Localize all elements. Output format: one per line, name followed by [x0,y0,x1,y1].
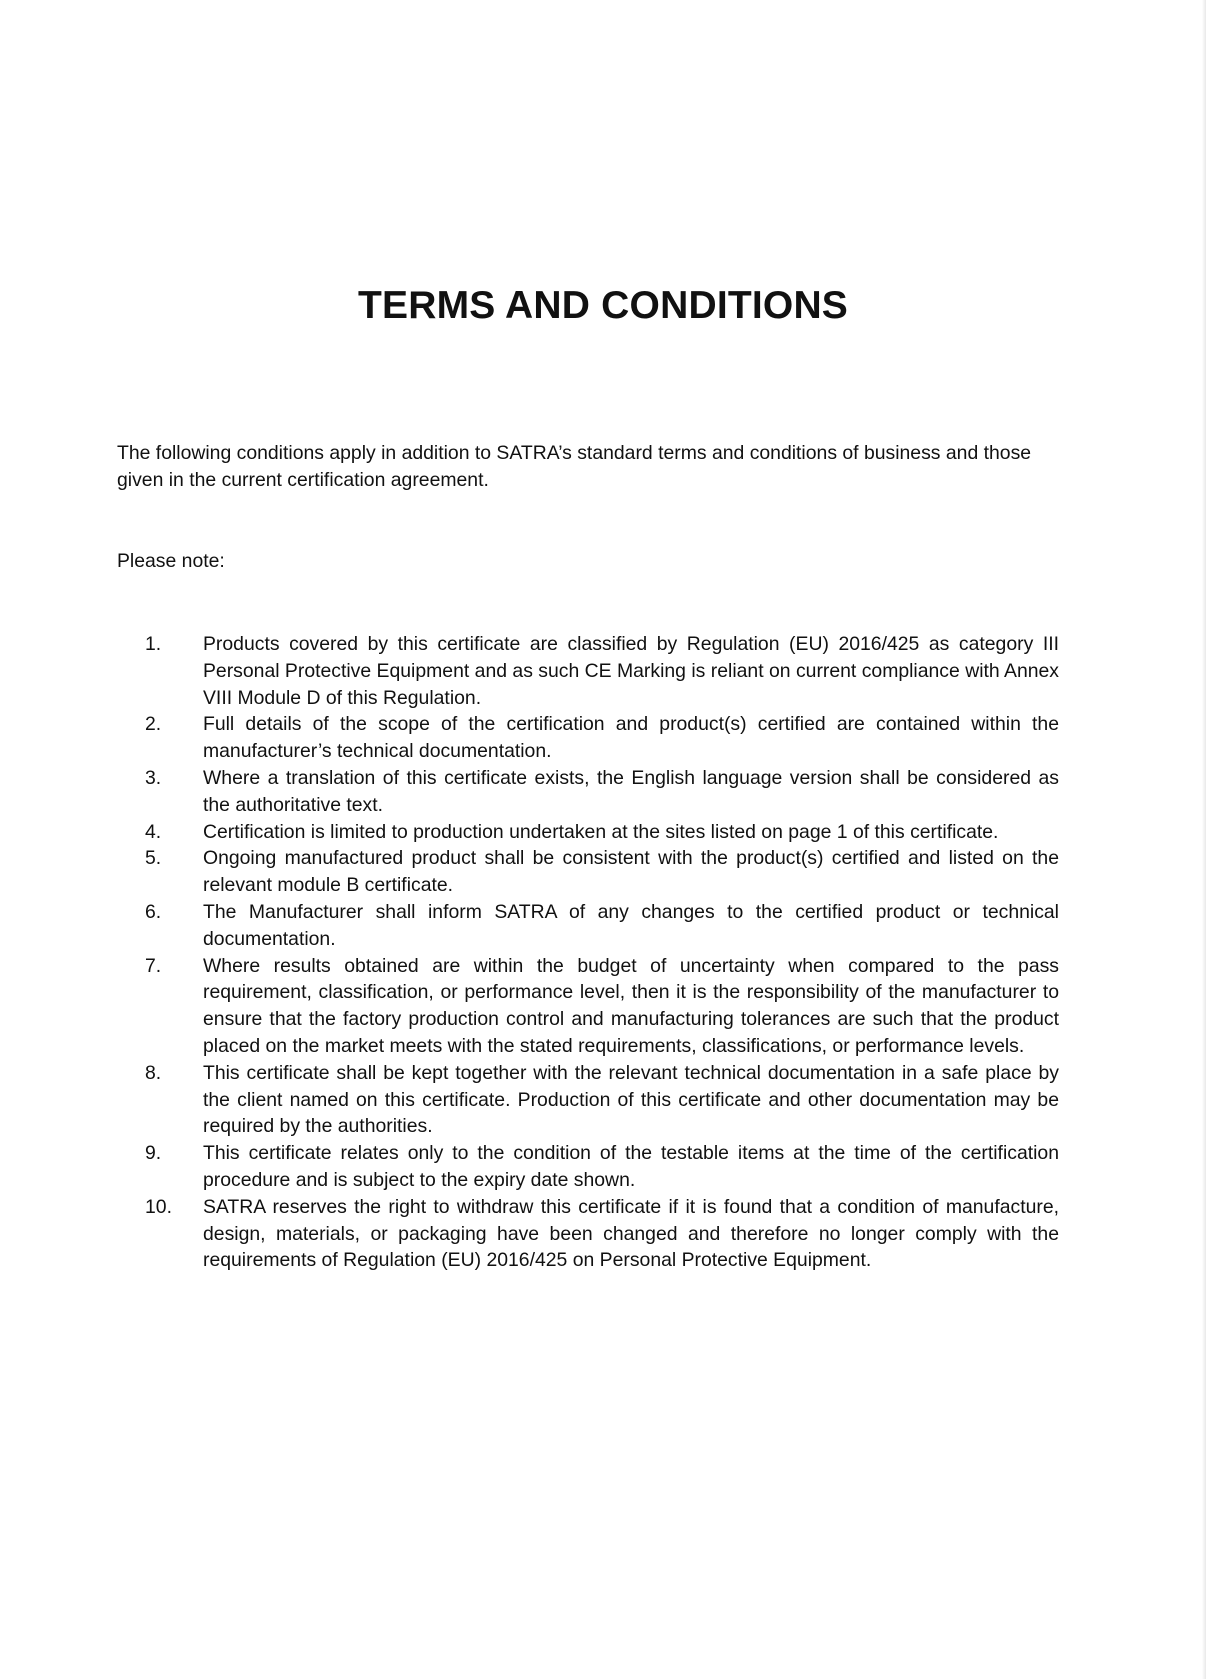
condition-item [117,711,1059,765]
condition-item [117,631,1059,711]
condition-item [117,899,1059,953]
condition-text: Full details of the scope of the certification and product(s) certified are contained within the manufacturer’s technical documentation. [203,713,1059,763]
condition-item [117,1060,1059,1140]
condition-number: 8. [145,1061,162,1084]
condition-number: 3. [145,766,162,789]
condition-text: Certification is limited to production undertaken at the sites listed on page 1 of this certificate. [203,820,999,843]
condition-number: 2. [145,713,162,736]
condition-item [117,953,1059,1060]
condition-number: 1. [145,633,162,655]
condition-text: Products covered by this certificate are classified by Regulation (EU) 2016/425 as category III Personal Protective Equipment and as such CE Marking is reliant on current compliance with Annex VIII Module D of this Regulation. [203,633,1059,709]
condition-text: This certificate shall be kept together with the relevant technical documentation in a safe place by the client named on this certificate. Production of this certificate and other documentation may be required by the authorities. [203,1061,1059,1138]
condition-text: Where a translation of this certificate exists, the English language version shall be considered as the authoritative text. [203,766,1059,816]
condition-text: The Manufacturer shall inform SATRA of any changes to the certified product or technical documentation. [203,900,1059,950]
condition-number: 10. [145,1195,172,1218]
conditions-list [117,631,1059,1274]
condition-item [117,765,1059,819]
condition-text: Where results obtained are within the budget of uncertainty when compared to the pass requirement, classification, or performance level, then it is the responsibility of the manufacturer to ensure that the factory production control and manufacturing tolerances are such that the product placed on the market meets with the stated requirements, classifications, or performance levels. [203,954,1059,1057]
condition-number: 4. [145,820,162,843]
condition-number: 9. [145,1142,162,1165]
condition-text: Ongoing manufactured product shall be consistent with the product(s) certified and listed on the relevant module B certificate. [203,847,1059,897]
condition-number: 6. [145,900,162,923]
page-edge-shadow [1202,0,1206,1679]
condition-item [117,845,1059,899]
page-title: TERMS AND CONDITIONS [357,284,849,327]
condition-number: 7. [145,954,162,977]
condition-item [117,1194,1059,1274]
note-label: Please note: [117,550,225,572]
condition-text: This certificate relates only to the condition of the testable items at the time of the certification procedure and is subject to the expiry date shown. [203,1142,1059,1191]
intro-paragraph: The following conditions apply in addition to SATRA’s standard terms and conditions of business and those given in the current certification agreement. [117,442,1032,491]
condition-number: 5. [145,847,162,870]
condition-item [117,1140,1059,1194]
condition-text: SATRA reserves the right to withdraw this certificate if it is found that a condition of manufacture, design, materials, or packaging have been changed and therefore no longer comply with the requirements of Regulation (EU) 2016/425 on Personal Protective Equipment. [203,1195,1059,1272]
condition-item [117,819,1059,846]
